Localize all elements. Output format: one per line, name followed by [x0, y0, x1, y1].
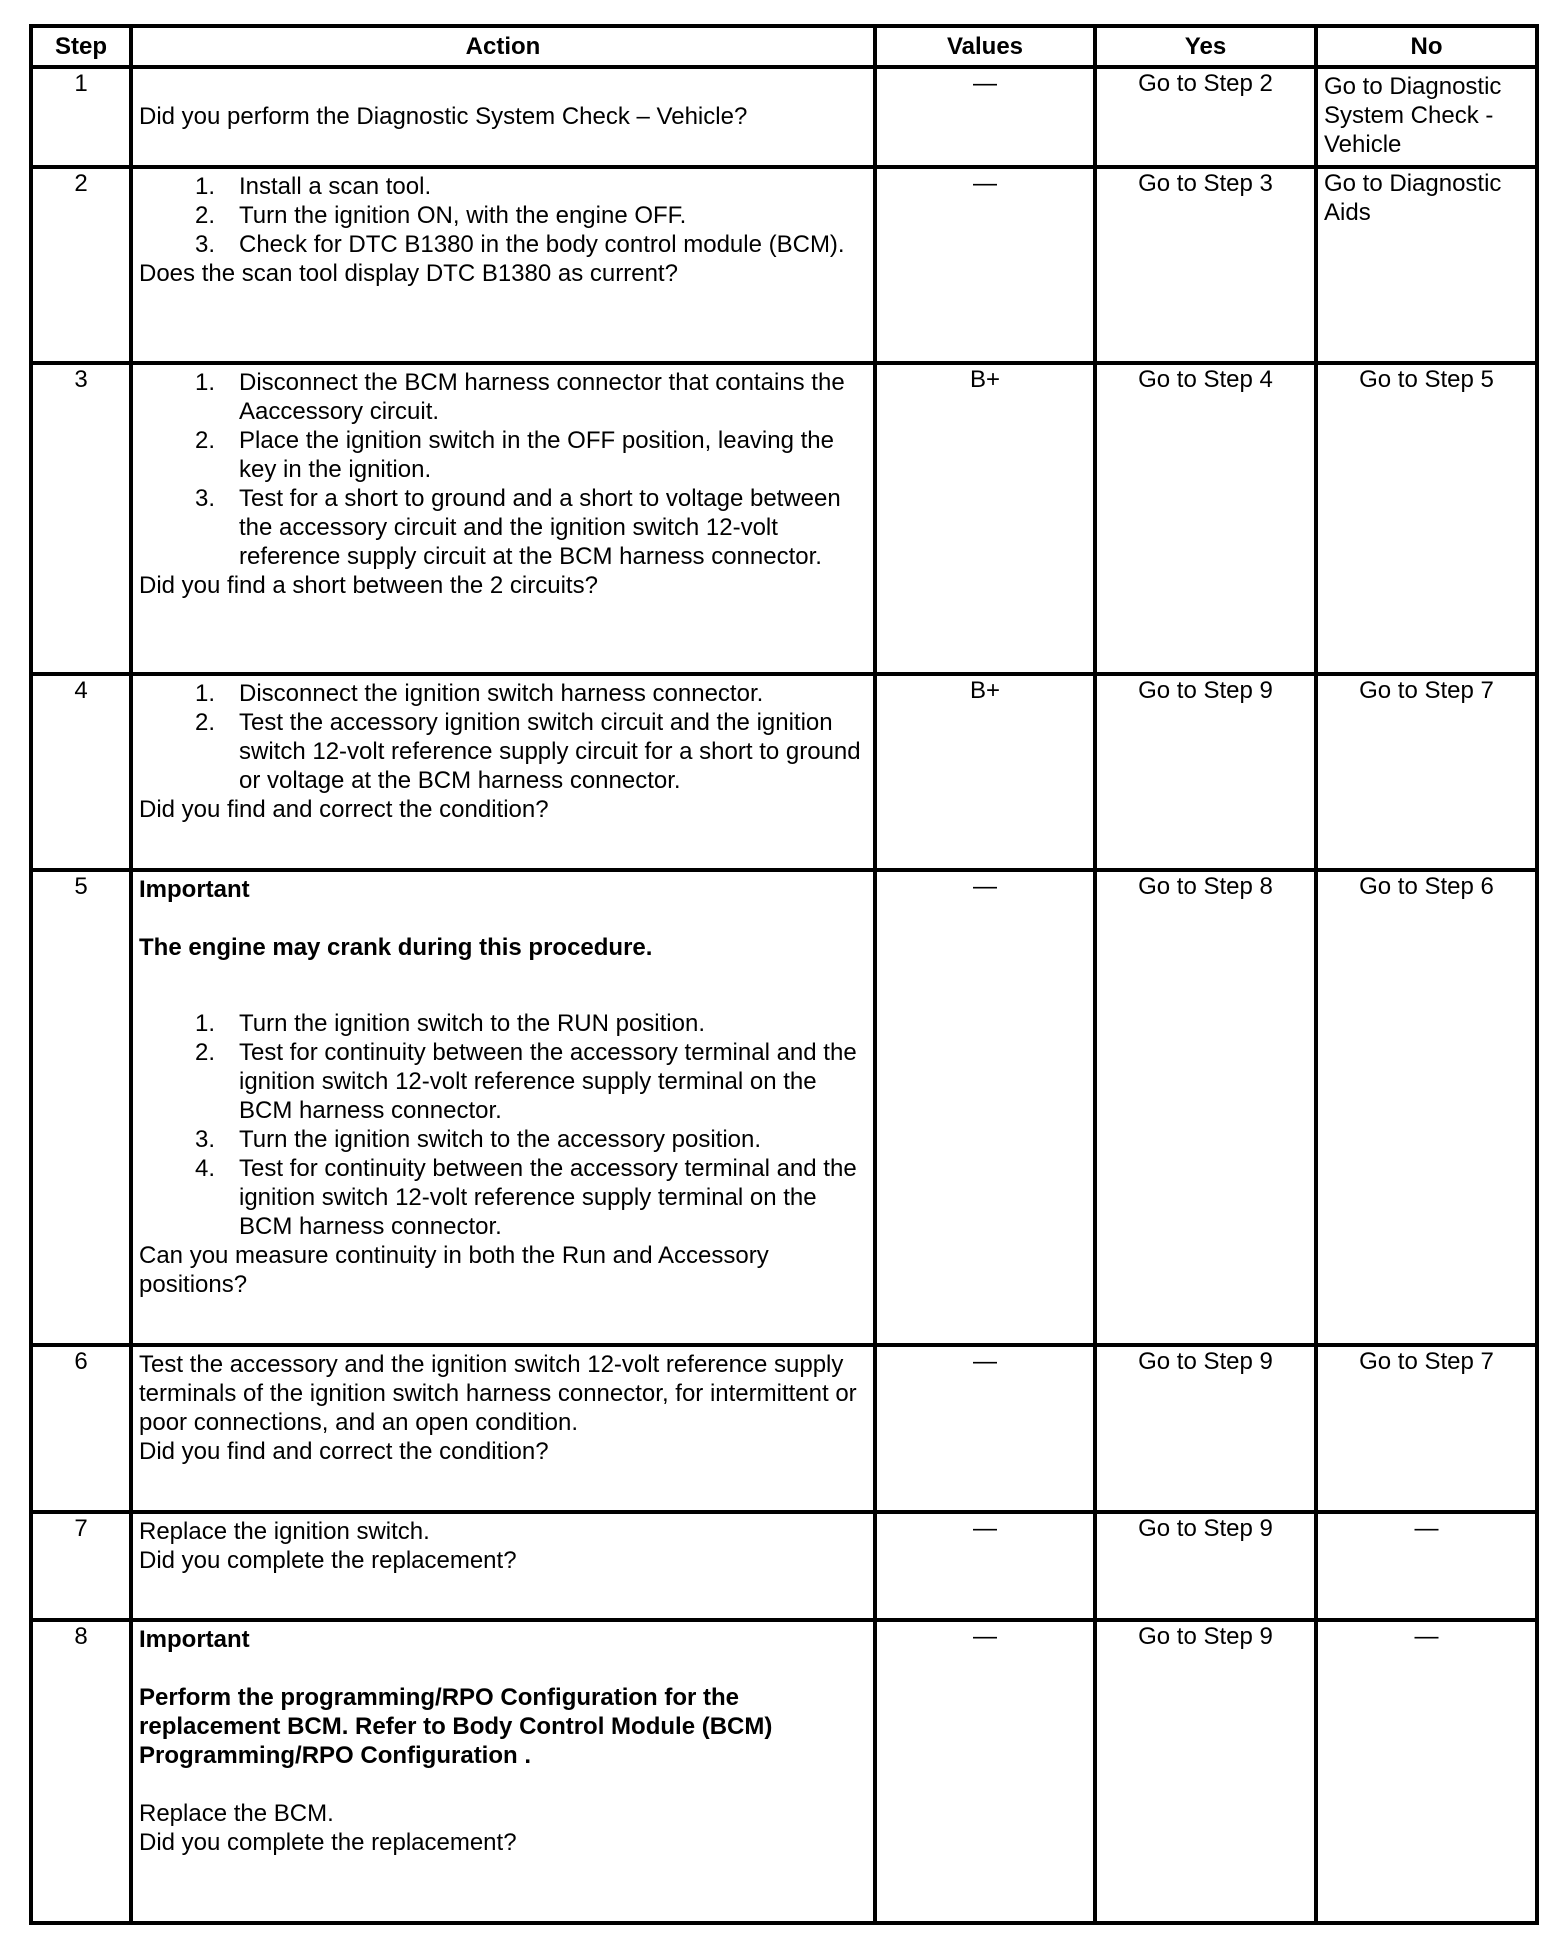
values-cell: B+ — [875, 674, 1095, 870]
list-item: 2. Place the ignition switch in the OFF position, leaving the key in the ignition. — [194, 427, 834, 483]
yes-cell — [1095, 870, 1316, 1345]
header-row — [31, 26, 1537, 67]
important-text: Perform the programming/RPO Configuration for the replacement BCM. Refer to Body Control Module (BCM) Programming/RPO Configuration . — [139, 1684, 773, 1769]
no-link[interactable]: Go to Step 5 — [1359, 366, 1494, 393]
table-row-step-2 — [31, 167, 1537, 363]
instruction-list — [139, 172, 867, 259]
important-label: Important — [139, 876, 250, 903]
list-item: 1. Turn the ignition switch to the RUN position. — [194, 1010, 705, 1037]
list-item: 2. Test the accessory ignition switch circuit and the ignition switch 12-volt reference supply circuit for a short to ground or voltage at the BCM harness connector. — [194, 709, 861, 794]
no-cell — [1316, 67, 1537, 167]
list-item: 3. Check for DTC B1380 in the body control module (BCM). — [194, 231, 845, 258]
question-text: Did you find a short between the 2 circuits? — [139, 572, 598, 599]
question-text: Did you perform the Diagnostic System Check – Vehicle? — [139, 103, 748, 130]
no-cell — [1316, 1620, 1537, 1923]
yes-cell — [1095, 1512, 1316, 1620]
instruction-list — [139, 1009, 867, 1241]
values-cell: — — [875, 167, 1095, 363]
list-item: 1. Disconnect the BCM harness connector that contains the Aaccessory circuit. — [194, 369, 845, 425]
values-cell: B+ — [875, 363, 1095, 674]
values-cell: — — [875, 1512, 1095, 1620]
yes-link[interactable]: Go to Step 9 — [1138, 1348, 1273, 1375]
yes-cell — [1095, 363, 1316, 674]
no-cell — [1316, 1345, 1537, 1512]
question-text: Did you complete the replacement? — [139, 1547, 517, 1574]
step-number: 1 — [31, 67, 131, 167]
table-row-step-8 — [31, 1620, 1537, 1923]
values-cell: — — [875, 67, 1095, 167]
instruction-text: Replace the ignition switch. — [139, 1518, 430, 1545]
step-number: 5 — [31, 870, 131, 1345]
list-item: 4. Test for continuity between the accessory terminal and the ignition switch 12-volt reference supply terminal on the BCM harness connector. — [194, 1155, 857, 1240]
instruction-list — [139, 679, 867, 795]
table-row-step-6 — [31, 1345, 1537, 1512]
yes-link[interactable]: Go to Step 9 — [1138, 1515, 1273, 1542]
list-item: 1. Disconnect the ignition switch harness connector. — [194, 680, 764, 707]
yes-link[interactable]: Go to Step 4 — [1138, 366, 1273, 393]
question-text: Did you find and correct the condition? — [139, 796, 549, 823]
list-item: 3. Test for a short to ground and a short to voltage between the accessory circuit and the ignition switch 12-volt reference supply circuit at the BCM harness connector. — [194, 485, 841, 570]
no-cell — [1316, 167, 1537, 363]
no-link[interactable]: Go to Step 7 — [1359, 1348, 1494, 1375]
header-step: Step — [31, 26, 131, 67]
instruction-text: Replace the BCM. — [139, 1800, 334, 1827]
action-cell — [131, 1512, 875, 1620]
action-cell — [131, 1620, 875, 1923]
question-text: Did you complete the replacement? — [139, 1829, 517, 1856]
action-cell — [131, 167, 875, 363]
instruction-text: Test the accessory and the ignition switch 12-volt reference supply terminals of the ignition switch harness connector, for intermittent or poor connections, and an open condition. — [139, 1351, 857, 1436]
yes-link[interactable]: Go to Step 2 — [1138, 70, 1273, 97]
yes-link[interactable]: Go to Step 9 — [1138, 677, 1273, 704]
no-link[interactable]: Go to Diagnostic System Check - Vehicle — [1324, 73, 1502, 158]
no-link[interactable]: Go to Diagnostic Aids — [1324, 170, 1502, 226]
table-row-step-7 — [31, 1512, 1537, 1620]
step-number: 8 — [31, 1620, 131, 1923]
no-cell — [1316, 674, 1537, 870]
yes-link[interactable]: Go to Step 8 — [1138, 873, 1273, 900]
header-yes: Yes — [1095, 26, 1316, 67]
yes-cell — [1095, 1620, 1316, 1923]
table-row-step-5 — [31, 870, 1537, 1345]
no-dash: — — [1414, 1623, 1439, 1650]
question-text: Does the scan tool display DTC B1380 as current? — [139, 260, 678, 287]
list-item: 2. Test for continuity between the accessory terminal and the ignition switch 12-volt reference supply terminal on the BCM harness connector. — [194, 1039, 857, 1124]
no-cell — [1316, 1512, 1537, 1620]
no-link[interactable]: Go to Step 7 — [1359, 677, 1494, 704]
yes-link[interactable]: Go to Step 9 — [1138, 1623, 1273, 1650]
yes-cell — [1095, 67, 1316, 167]
list-item: 2. Turn the ignition ON, with the engine OFF. — [194, 202, 687, 229]
step-number: 6 — [31, 1345, 131, 1512]
list-item: 3. Turn the ignition switch to the accessory position. — [194, 1126, 762, 1153]
header-values: Values — [875, 26, 1095, 67]
important-text: The engine may crank during this procedure. — [139, 934, 653, 961]
action-cell — [131, 67, 875, 167]
table-row-step-4 — [31, 674, 1537, 870]
table-row-step-3 — [31, 363, 1537, 674]
step-number: 7 — [31, 1512, 131, 1620]
list-item: 1. Install a scan tool. — [194, 173, 432, 200]
question-text: Can you measure continuity in both the Run and Accessory positions? — [139, 1242, 769, 1298]
question-text: Did you find and correct the condition? — [139, 1438, 549, 1465]
step-number: 4 — [31, 674, 131, 870]
yes-cell — [1095, 1345, 1316, 1512]
values-cell: — — [875, 1345, 1095, 1512]
diagnostic-table — [29, 24, 1539, 1925]
no-cell — [1316, 363, 1537, 674]
action-cell — [131, 1345, 875, 1512]
no-cell — [1316, 870, 1537, 1345]
table-row-step-1 — [31, 67, 1537, 167]
step-number: 3 — [31, 363, 131, 674]
instruction-list — [139, 368, 867, 571]
no-link[interactable]: Go to Step 6 — [1359, 873, 1494, 900]
header-no: No — [1316, 26, 1537, 67]
yes-cell — [1095, 674, 1316, 870]
yes-link[interactable]: Go to Step 3 — [1138, 170, 1273, 197]
yes-cell — [1095, 167, 1316, 363]
header-action: Action — [131, 26, 875, 67]
important-label: Important — [139, 1626, 250, 1653]
values-cell: — — [875, 870, 1095, 1345]
step-number: 2 — [31, 167, 131, 363]
values-cell: — — [875, 1620, 1095, 1923]
action-cell — [131, 363, 875, 674]
action-cell — [131, 870, 875, 1345]
no-dash: — — [1414, 1515, 1439, 1542]
action-cell — [131, 674, 875, 870]
